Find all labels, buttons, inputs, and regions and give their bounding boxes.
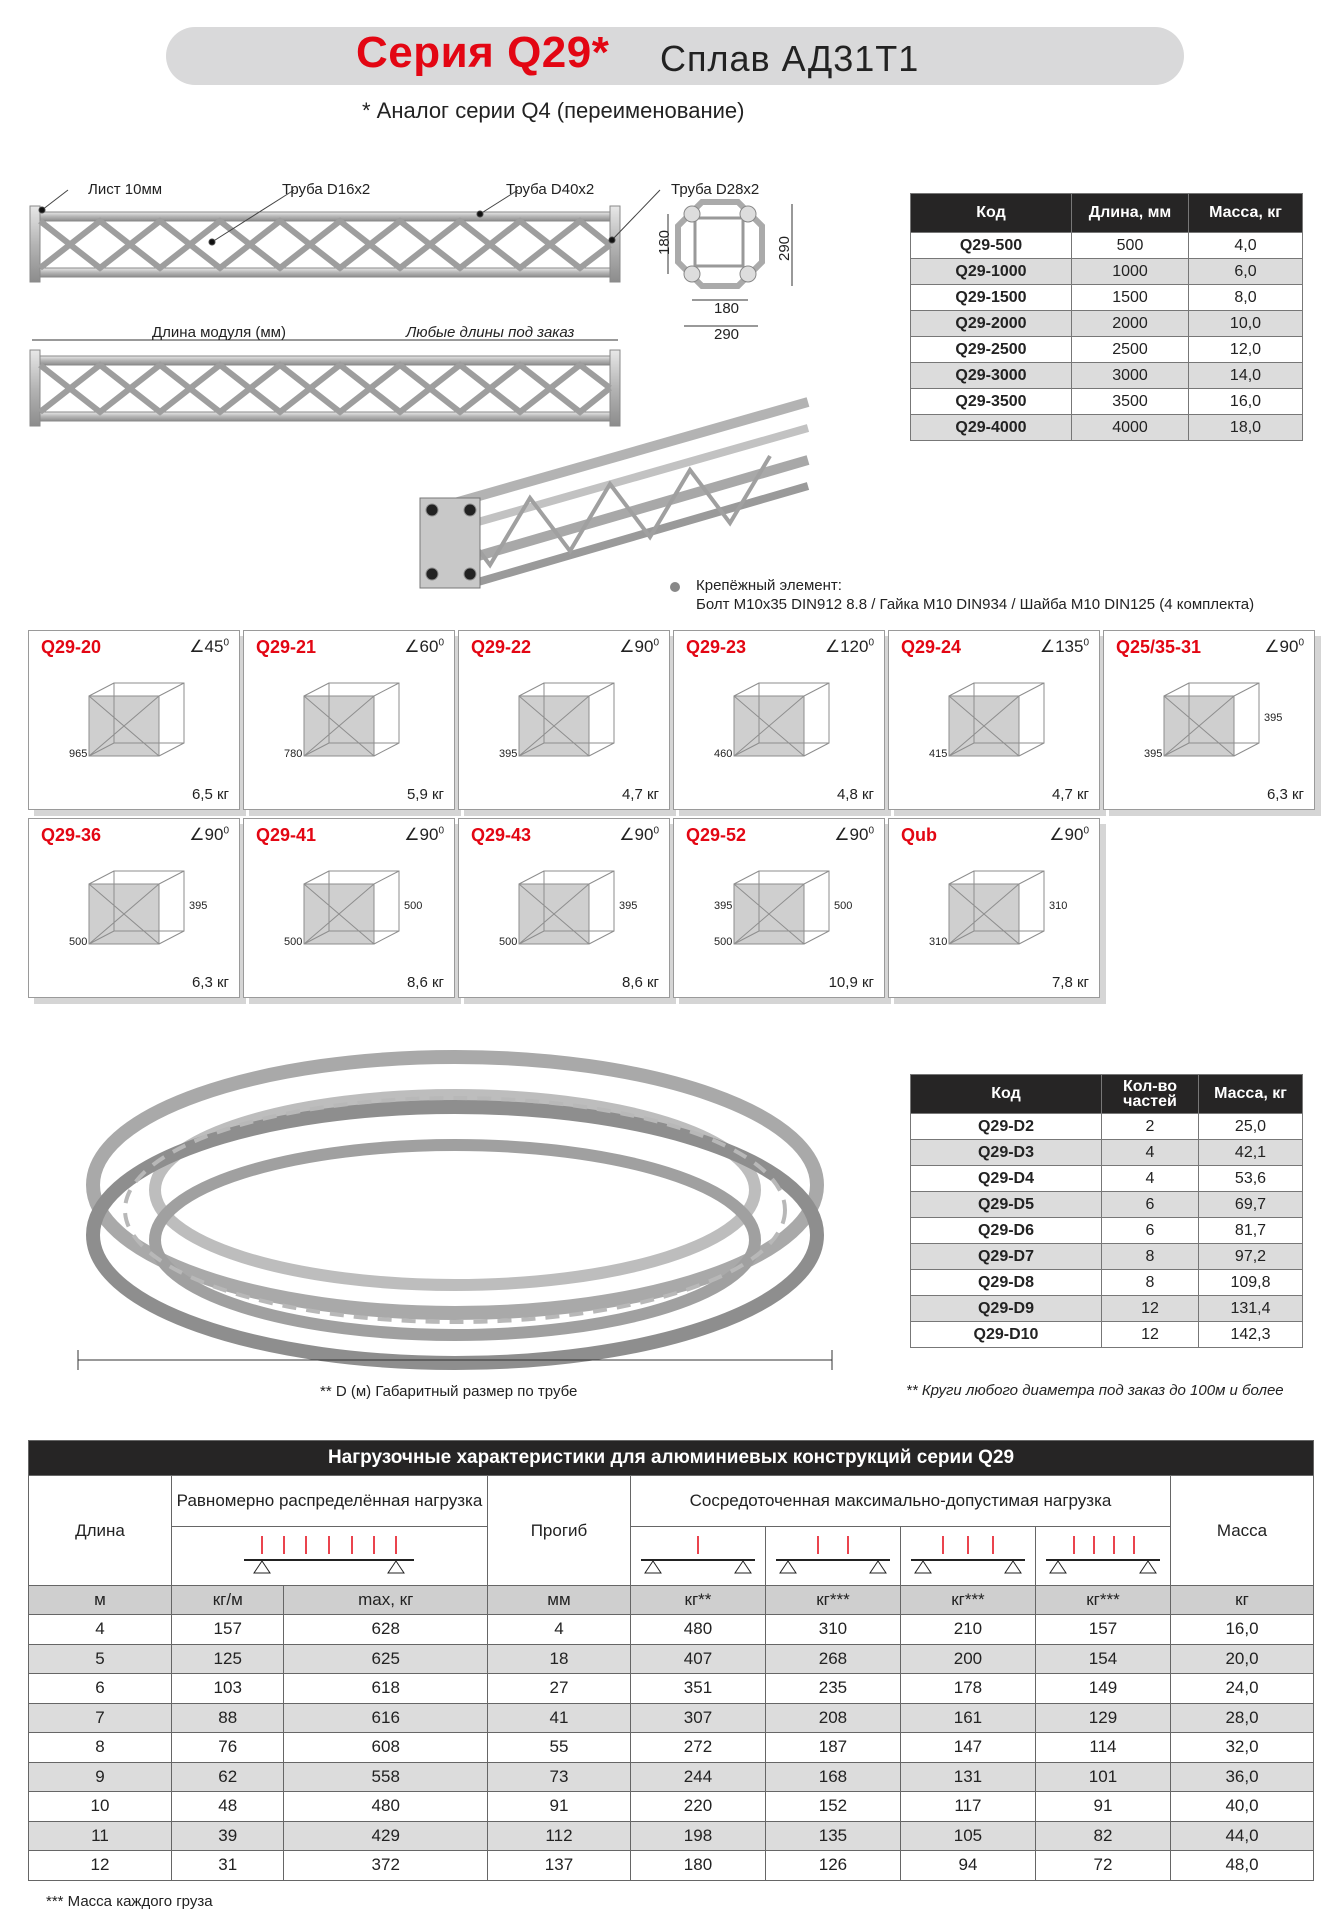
corner-card [673,630,885,810]
corner-dimension: 310 [1049,900,1068,912]
table-row: 10 48 480 91 220 152 117 91 40,0 [29,1792,1314,1822]
corner-angle: $\angle 60^0$ [404,637,444,656]
corner-code: Q29-20 [41,637,102,657]
corner-mass: 8,6 кг [406,974,444,991]
corner-dimension: 500 [714,936,733,948]
corner-card [243,818,455,998]
corner-angle: $\angle 90^0$ [1049,825,1089,844]
corner-illustration [244,849,454,969]
dim-290-vertical: 290 [776,235,794,262]
corner-angle: $\angle 90^0$ [1264,637,1304,656]
load-table-title: Нагрузочные характеристики для алюминиевых конструкций серии Q29 [29,1441,1314,1476]
corner-illustration [674,661,884,781]
table-row: Q29-500 500 4,0 [911,233,1303,259]
corner-dimension: 415 [929,748,948,760]
corner-angle: $\angle 45^0$ [189,637,229,656]
corner-mass: 8,6 кг [621,974,659,991]
corner-dimension: 395 [619,900,638,912]
table-row: Q29-2500 2500 12,0 [911,337,1303,363]
units-row [29,1586,1314,1615]
corner-dimension: 500 [404,900,423,912]
unit-cell: кг** [630,1586,765,1615]
unit-cell: кг*** [1035,1586,1170,1615]
corner-mass: 5,9 кг [406,786,444,803]
corner-dimension: 395 [499,748,518,760]
corner-dimension: 500 [499,936,518,948]
table-row: 11 39 429 112 198 135 105 82 44,0 [29,1821,1314,1851]
corner-card [458,630,670,810]
corner-dimension: 395 [189,900,208,912]
truss-elevation-top [30,206,620,282]
corner-mass: 6,3 кг [1266,786,1304,803]
corner-dimension: 310 [929,936,948,948]
corner-card [888,818,1100,998]
table-row: Q29-4000 4000 18,0 [911,415,1303,441]
col-header-code: Код [911,194,1072,233]
load-table [28,1440,1314,1881]
label-any-length: Любые длины под заказ [406,324,575,341]
col-header-deflection: Прогиб [487,1476,630,1586]
corner-card [1103,630,1315,810]
corner-illustration [889,661,1099,781]
corner-card [28,630,240,810]
dim-290-horizontal: 290 [714,326,740,343]
corner-mass: 4,7 кг [621,786,659,803]
corner-illustration [459,849,669,969]
fastener-spec: Болт М10х35 DIN912 8.8 / Гайка М10 DIN934 / Шайба М10 DIN125 (4 комплекта) [696,596,1255,613]
corner-dimension: 500 [284,936,303,948]
footnote: *** Масса каждого груза [46,1893,213,1910]
corner-dimension: 780 [284,748,303,760]
corner-card [243,630,455,810]
corner-card [458,818,670,998]
corner-card [888,630,1100,810]
circle-truss-image [70,1030,840,1410]
corner-angle: $\angle 135^0$ [1039,637,1089,656]
truss-3d-view [420,402,808,588]
point-load-3-icon [900,1527,1035,1586]
corner-mass: 6,5 кг [191,786,229,803]
alloy-label: Сплав АД31Т1 [660,38,920,79]
corner-card [673,818,885,998]
table-row: Q29-D5 6 69,7 [911,1192,1303,1218]
dim-180-vertical: 180 [656,229,674,256]
corner-code: Q29-23 [686,637,747,657]
table-row: Q29-D9 12 131,4 [911,1296,1303,1322]
unit-cell: кг*** [765,1586,900,1615]
ring-note: ** Круги любого диаметра под заказ до 100м и более [906,1382,1284,1399]
table-row: 12 31 372 137 180 126 94 72 48,0 [29,1851,1314,1881]
series-title: Серия Q29* [356,28,610,77]
corner-illustration [29,849,239,969]
table-row: Q29-D3 4 42,1 [911,1140,1303,1166]
table-row: Q29-1000 1000 6,0 [911,259,1303,285]
corner-illustration [674,849,884,969]
col-header-point: Сосредоточенная максимально-допустимая нагрузка [630,1476,1170,1527]
table-row: Q29-2000 2000 10,0 [911,311,1303,337]
col-header-mass: Масса, кг [1189,194,1303,233]
table-row: Q29-D6 6 81,7 [911,1218,1303,1244]
table-row: Q29-1500 1500 8,0 [911,285,1303,311]
table-row: Q29-D7 8 97,2 [911,1244,1303,1270]
label-tube-d40: Труба D40x2 [506,181,595,198]
point-load-4-icon [1035,1527,1170,1586]
corner-card [28,818,240,998]
fastener-title: Крепёжный элемент: [696,577,842,594]
col-header-mass: Масса, кг [1199,1075,1303,1114]
corner-code: Q29-43 [471,825,532,845]
label-module-length: Длина модуля (мм) [152,324,286,341]
unit-cell: кг/м [172,1586,284,1615]
corner-illustration [244,661,454,781]
truss-elevation-long [30,350,620,426]
table-row: 8 76 608 55 272 187 147 114 32,0 [29,1733,1314,1763]
unit-cell: max, кг [284,1586,488,1615]
corner-dimension: 395 [1144,748,1163,760]
corner-mass: 4,8 кг [836,786,874,803]
unit-cell: кг [1171,1586,1314,1615]
col-header-code: Код [911,1075,1102,1114]
straight-sections-table [910,193,1303,441]
bullet-icon [670,582,680,592]
table-row: 9 62 558 73 244 168 131 101 36,0 [29,1762,1314,1792]
corner-code: Q25/35-31 [1116,637,1202,657]
col-header-length: Длина [29,1476,172,1586]
corner-angle: $\angle 90^0$ [619,825,659,844]
uniform-load-icon [172,1527,488,1586]
table-row: Q29-3000 3000 14,0 [911,363,1303,389]
table-row: 7 88 616 41 307 208 161 129 28,0 [29,1703,1314,1733]
corner-illustration [1104,661,1314,781]
corner-dimension: 965 [69,748,88,760]
corner-code: Q29-22 [471,637,532,657]
corner-illustration [29,661,239,781]
corner-dimension: 500 [834,900,853,912]
corner-dimension: 500 [69,936,88,948]
corner-illustration [889,849,1099,969]
table-row: Q29-D8 8 109,8 [911,1270,1303,1296]
corner-code: Qub [901,825,937,845]
table-row: Q29-D10 12 142,3 [911,1322,1303,1348]
corner-angle: $\angle 90^0$ [834,825,874,844]
label-sheet: Лист 10мм [88,181,163,198]
col-header-parts: Кол-во частей [1102,1075,1199,1114]
corner-dimension: 395 [714,900,733,912]
unit-cell: мм [487,1586,630,1615]
corner-mass: 6,3 кг [191,974,229,991]
corner-mass: 10,9 кг [828,974,874,991]
corner-illustration [459,661,669,781]
dim-180-horizontal: 180 [714,300,740,317]
fastener-note [696,576,1254,614]
point-load-2-icon [765,1527,900,1586]
corner-code: Q29-36 [41,825,102,845]
table-row: 6 103 618 27 351 235 178 149 24,0 [29,1674,1314,1704]
corner-angle: $\angle 90^0$ [404,825,444,844]
table-row: 5 125 625 18 407 268 200 154 20,0 [29,1644,1314,1674]
corner-mass: 4,7 кг [1051,786,1089,803]
corner-angle: $\angle 120^0$ [824,637,874,656]
corner-code: Q29-41 [256,825,317,845]
corner-code: Q29-21 [256,637,317,657]
corner-angle: $\angle 90^0$ [189,825,229,844]
ring-caption: ** D (м) Габаритный размер по трубе [320,1383,578,1400]
label-tube-d28: Труба D28x2 [671,181,760,198]
col-header-length: Длина, мм [1072,194,1189,233]
ring-table [910,1074,1303,1348]
table-row: 4 157 628 4 480 310 210 157 16,0 [29,1615,1314,1645]
label-tube-d16: Труба D16x2 [282,181,371,198]
corner-code: Q29-52 [686,825,747,845]
corner-mass: 7,8 кг [1051,974,1089,991]
table-row: Q29-D2 2 25,0 [911,1114,1303,1140]
corner-code: Q29-24 [901,637,962,657]
col-header-uniform: Равномерно распределённая нагрузка [172,1476,488,1527]
corner-angle: $\angle 90^0$ [619,637,659,656]
subtitle: * Аналог серии Q4 (переименование) [362,98,745,123]
table-row: Q29-D4 4 53,6 [911,1166,1303,1192]
point-load-1-icon [630,1527,765,1586]
col-header-mass: Масса [1171,1476,1314,1586]
table-row: Q29-3500 3500 16,0 [911,389,1303,415]
unit-cell: кг*** [900,1586,1035,1615]
unit-cell: м [29,1586,172,1615]
corner-dimension: 460 [714,748,733,760]
corner-dimension: 395 [1264,712,1283,724]
truss-drawings [20,170,820,600]
